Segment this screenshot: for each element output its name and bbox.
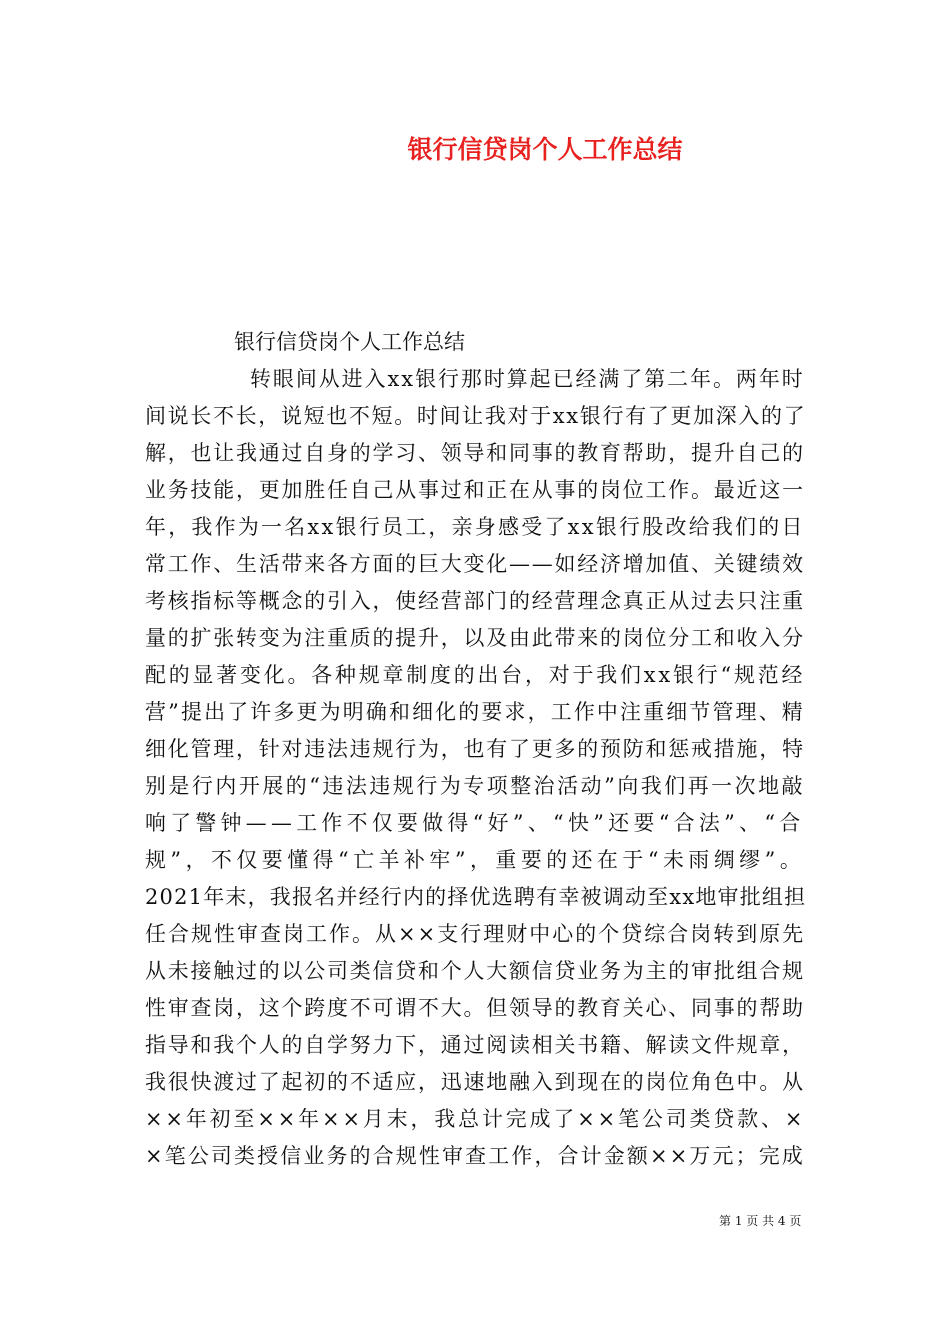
- body-line: 配的显著变化。各种规章制度的出台，对于我们xx银行“规范经: [145, 663, 806, 687]
- body-line: 解，也让我通过自身的学习、领导和同事的教育帮助，提升自己的: [145, 441, 805, 465]
- body-line: 量的扩张转变为注重质的提升，以及由此带来的岗位分工和收入分: [145, 626, 805, 650]
- document-subtitle: 银行信贷岗个人工作总结: [234, 330, 465, 354]
- body-line: 常工作、生活带来各方面的巨大变化——如经济增加值、关键绩效: [145, 552, 805, 576]
- body-line: 2021年末，我报名并经行内的择优选聘有幸被调动至xx地审批组担: [145, 885, 807, 909]
- body-line: 转眼间从进入xx银行那时算起已经满了第二年。两年时: [250, 367, 805, 391]
- body-line: 年，我作为一名xx银行员工，亲身感受了xx银行股改给我们的日: [145, 515, 805, 539]
- body-line: 考核指标等概念的引入，使经营部门的经营理念真正从过去只注重: [145, 589, 805, 613]
- body-line: 细化管理，针对违法违规行为，也有了更多的预防和惩戒措施，特: [145, 737, 805, 761]
- body-line: 业务技能，更加胜任自己从事过和正在从事的岗位工作。最近这一: [145, 478, 805, 502]
- document-title: 银行信贷岗个人工作总结: [407, 135, 683, 164]
- body-line: ××年初至××年××月末，我总计完成了××笔公司类贷款、×: [145, 1107, 806, 1131]
- body-line: 性审查岗，这个跨度不可谓不大。但领导的教育关心、同事的帮助: [145, 996, 805, 1020]
- body-line: 我很快渡过了起初的不适应，迅速地融入到现在的岗位角色中。从: [145, 1070, 805, 1094]
- body-line: 指导和我个人的自学努力下，通过阅读相关书籍、解读文件规章，: [145, 1033, 805, 1057]
- body-line: 间说长不长，说短也不短。时间让我对于xx银行有了更加深入的了: [145, 404, 807, 428]
- body-line: 响了警钟——工作不仅要做得“好”、“快”还要“合法”、“合: [145, 811, 805, 835]
- page-number-footer: 第 1 页 共 4 页: [719, 1214, 802, 1228]
- body-line: 别是行内开展的“违法违规行为专项整治活动”向我们再一次地敲: [145, 774, 806, 798]
- body-line: 规”，不仅要懂得“亡羊补牢”，重要的还在于“未雨绸缪”。: [145, 848, 806, 872]
- body-line: 营”提出了许多更为明确和细化的要求，工作中注重细节管理、精: [145, 700, 805, 724]
- body-line: 从未接触过的以公司类信贷和个人大额信贷业务为主的审批组合规: [145, 959, 805, 983]
- body-line: ×笔公司类授信业务的合规性审查工作，合计金额××万元；完成: [145, 1144, 805, 1168]
- body-line: 任合规性审查岗工作。从××支行理财中心的个贷综合岗转到原先: [145, 922, 806, 946]
